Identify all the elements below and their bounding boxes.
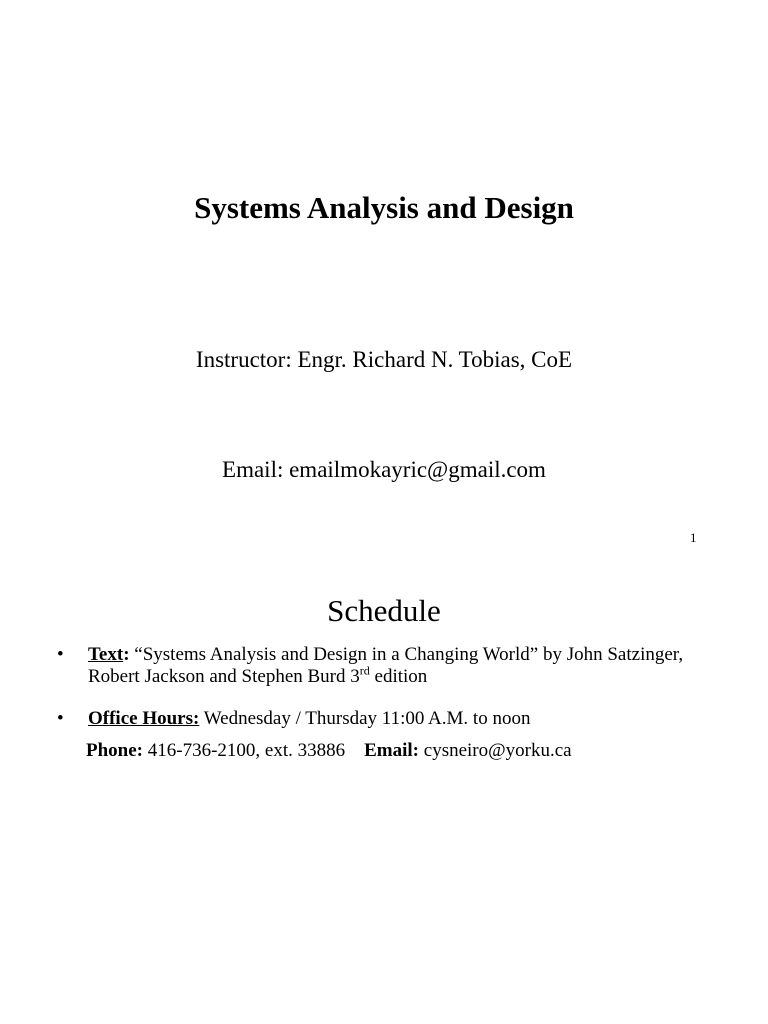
office-hours-bullet-item — [57, 708, 728, 730]
edition-ordinal-suffix: rd — [359, 663, 370, 678]
phone-label: Phone: — [86, 740, 143, 761]
slide-title: Systems Analysis and Design — [194, 190, 574, 225]
contact-line — [86, 740, 572, 762]
instructor-line: Instructor: Engr. Richard N. Tobias, CoE — [195, 347, 573, 372]
phone-value: 416-736-2100, ext. 33886 — [143, 740, 365, 761]
bullet-icon: • — [57, 708, 64, 729]
schedule-heading: Schedule — [327, 593, 441, 628]
textbook-bullet-item — [57, 644, 728, 688]
page-number: 1 — [690, 530, 697, 545]
bullet-icon: • — [57, 644, 64, 665]
textbook-label-colon: : — [123, 644, 130, 665]
office-hours-value: Wednesday / Thursday 11:00 A.M. to noon — [199, 708, 531, 729]
textbook-label: Text — [88, 644, 124, 665]
edition-word: edition — [369, 666, 428, 687]
contact-email-label: Email: — [364, 740, 420, 761]
instructor-email-line: Email: emailmokayric@gmail.com — [222, 457, 546, 482]
office-hours-label: Office Hours: — [88, 708, 200, 729]
textbook-description: “Systems Analysis and Design in a Changing World” by John Satzinger, Robert Jackson and Stephen Burd 3 — [88, 644, 684, 687]
contact-email-value: cysneiro@yorku.ca — [419, 740, 572, 761]
